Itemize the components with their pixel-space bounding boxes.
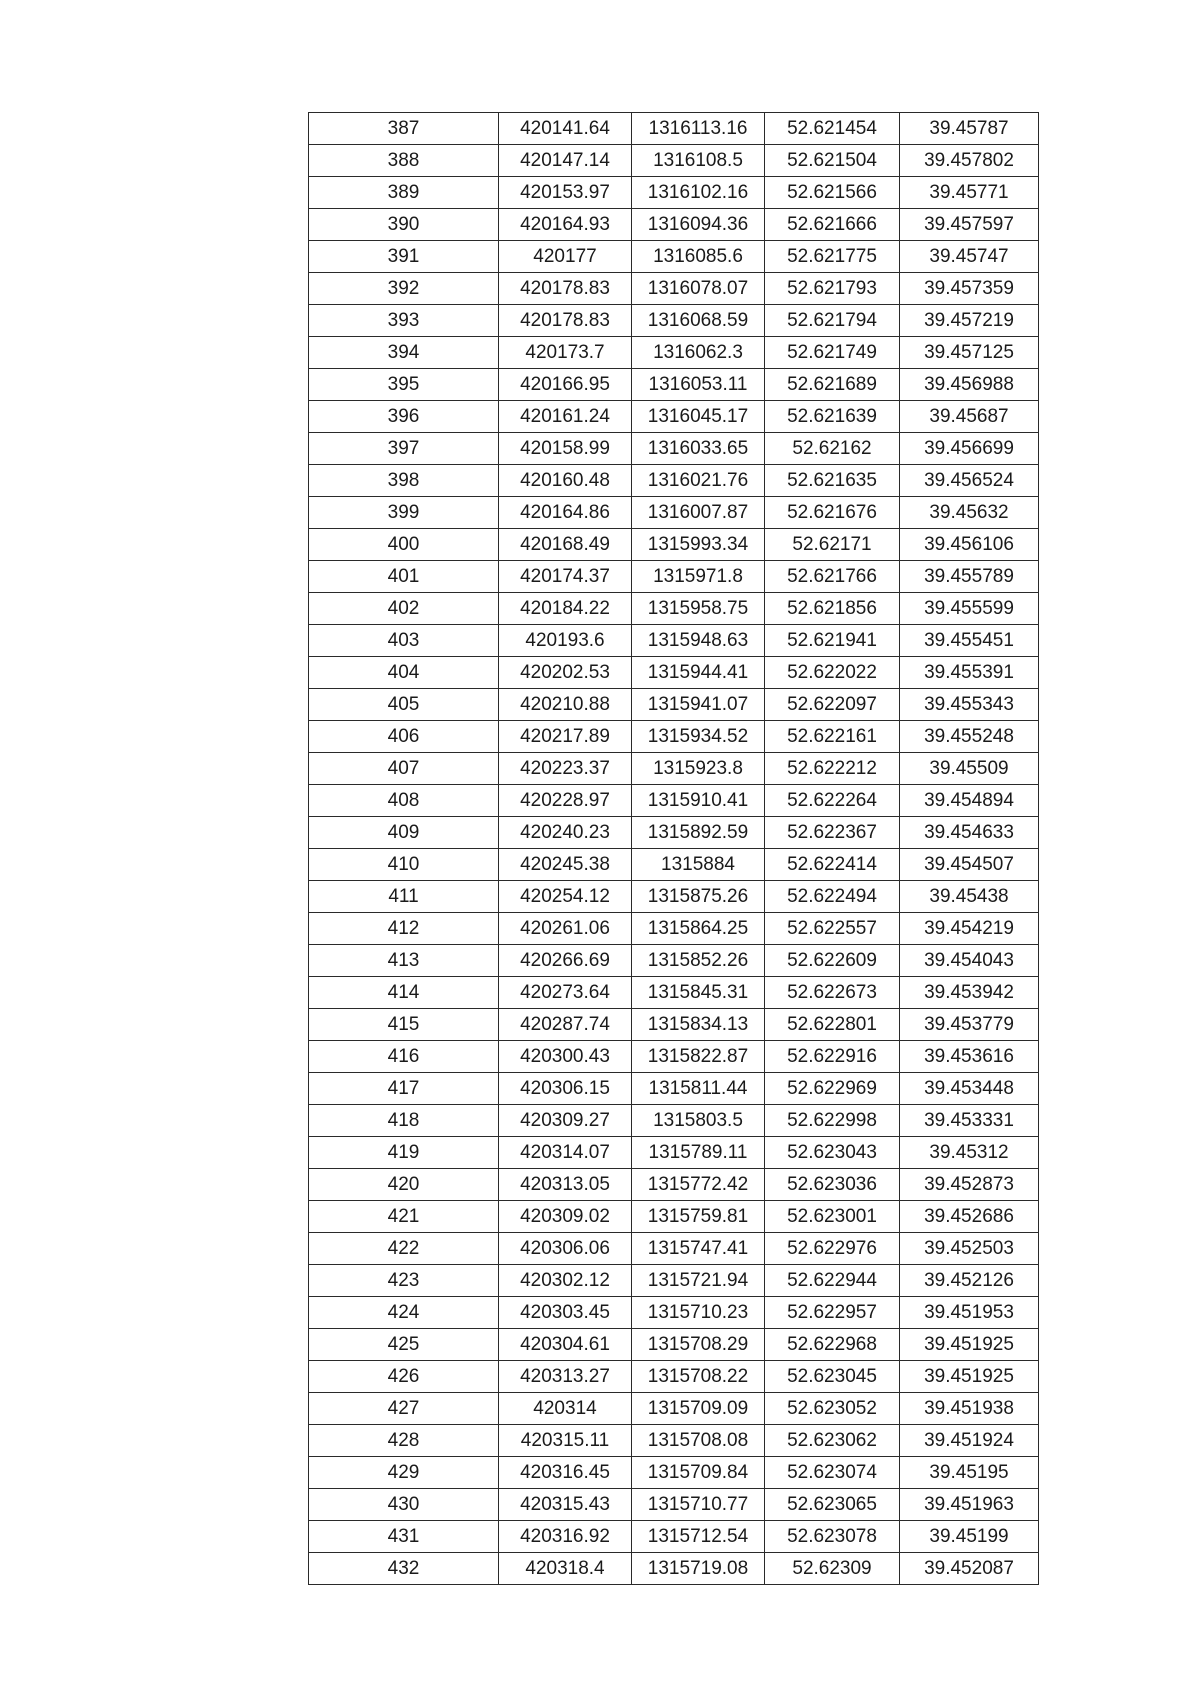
y-coordinate-cell: 1315710.23 bbox=[632, 1297, 765, 1329]
y-coordinate-cell: 1315944.41 bbox=[632, 657, 765, 689]
x-coordinate-cell: 420177 bbox=[499, 241, 632, 273]
table-row bbox=[309, 1041, 1039, 1073]
x-coordinate-cell: 420314 bbox=[499, 1393, 632, 1425]
y-coordinate-cell: 1315822.87 bbox=[632, 1041, 765, 1073]
x-coordinate-cell: 420287.74 bbox=[499, 1009, 632, 1041]
longitude-cell: 39.452126 bbox=[900, 1265, 1039, 1297]
y-coordinate-cell: 1316102.16 bbox=[632, 177, 765, 209]
y-coordinate-cell: 1316108.5 bbox=[632, 145, 765, 177]
point-number-cell: 429 bbox=[309, 1457, 499, 1489]
longitude-cell: 39.453616 bbox=[900, 1041, 1039, 1073]
y-coordinate-cell: 1316021.76 bbox=[632, 465, 765, 497]
point-number-cell: 400 bbox=[309, 529, 499, 561]
point-number-cell: 404 bbox=[309, 657, 499, 689]
latitude-cell: 52.621793 bbox=[765, 273, 900, 305]
x-coordinate-cell: 420141.64 bbox=[499, 113, 632, 145]
table-row bbox=[309, 401, 1039, 433]
y-coordinate-cell: 1315934.52 bbox=[632, 721, 765, 753]
y-coordinate-cell: 1315708.29 bbox=[632, 1329, 765, 1361]
y-coordinate-cell: 1315710.77 bbox=[632, 1489, 765, 1521]
table-row bbox=[309, 977, 1039, 1009]
longitude-cell: 39.452503 bbox=[900, 1233, 1039, 1265]
latitude-cell: 52.622801 bbox=[765, 1009, 900, 1041]
x-coordinate-cell: 420315.11 bbox=[499, 1425, 632, 1457]
x-coordinate-cell: 420309.02 bbox=[499, 1201, 632, 1233]
latitude-cell: 52.621666 bbox=[765, 209, 900, 241]
y-coordinate-cell: 1315993.34 bbox=[632, 529, 765, 561]
latitude-cell: 52.622957 bbox=[765, 1297, 900, 1329]
latitude-cell: 52.621856 bbox=[765, 593, 900, 625]
x-coordinate-cell: 420158.99 bbox=[499, 433, 632, 465]
latitude-cell: 52.621566 bbox=[765, 177, 900, 209]
table-row bbox=[309, 209, 1039, 241]
x-coordinate-cell: 420210.88 bbox=[499, 689, 632, 721]
y-coordinate-cell: 1315759.81 bbox=[632, 1201, 765, 1233]
x-coordinate-cell: 420160.48 bbox=[499, 465, 632, 497]
y-coordinate-cell: 1315923.8 bbox=[632, 753, 765, 785]
longitude-cell: 39.455248 bbox=[900, 721, 1039, 753]
longitude-cell: 39.455343 bbox=[900, 689, 1039, 721]
longitude-cell: 39.457597 bbox=[900, 209, 1039, 241]
table-row bbox=[309, 113, 1039, 145]
point-number-cell: 410 bbox=[309, 849, 499, 881]
table-row bbox=[309, 1137, 1039, 1169]
point-number-cell: 406 bbox=[309, 721, 499, 753]
table-row bbox=[309, 1489, 1039, 1521]
latitude-cell: 52.622212 bbox=[765, 753, 900, 785]
point-number-cell: 402 bbox=[309, 593, 499, 625]
x-coordinate-cell: 420164.93 bbox=[499, 209, 632, 241]
table-row bbox=[309, 145, 1039, 177]
point-number-cell: 432 bbox=[309, 1553, 499, 1585]
point-number-cell: 427 bbox=[309, 1393, 499, 1425]
table-row bbox=[309, 881, 1039, 913]
point-number-cell: 423 bbox=[309, 1265, 499, 1297]
longitude-cell: 39.451963 bbox=[900, 1489, 1039, 1521]
latitude-cell: 52.622998 bbox=[765, 1105, 900, 1137]
x-coordinate-cell: 420173.7 bbox=[499, 337, 632, 369]
longitude-cell: 39.456988 bbox=[900, 369, 1039, 401]
table-row bbox=[309, 1425, 1039, 1457]
latitude-cell: 52.622557 bbox=[765, 913, 900, 945]
x-coordinate-cell: 420202.53 bbox=[499, 657, 632, 689]
y-coordinate-cell: 1315803.5 bbox=[632, 1105, 765, 1137]
latitude-cell: 52.623062 bbox=[765, 1425, 900, 1457]
table-row bbox=[309, 593, 1039, 625]
point-number-cell: 420 bbox=[309, 1169, 499, 1201]
latitude-cell: 52.622264 bbox=[765, 785, 900, 817]
point-number-cell: 411 bbox=[309, 881, 499, 913]
table-row bbox=[309, 1361, 1039, 1393]
point-number-cell: 405 bbox=[309, 689, 499, 721]
latitude-cell: 52.621504 bbox=[765, 145, 900, 177]
point-number-cell: 408 bbox=[309, 785, 499, 817]
y-coordinate-cell: 1315789.11 bbox=[632, 1137, 765, 1169]
x-coordinate-cell: 420315.43 bbox=[499, 1489, 632, 1521]
point-number-cell: 424 bbox=[309, 1297, 499, 1329]
point-number-cell: 413 bbox=[309, 945, 499, 977]
latitude-cell: 52.622609 bbox=[765, 945, 900, 977]
table-row bbox=[309, 561, 1039, 593]
y-coordinate-cell: 1315910.41 bbox=[632, 785, 765, 817]
latitude-cell: 52.623043 bbox=[765, 1137, 900, 1169]
y-coordinate-cell: 1315941.07 bbox=[632, 689, 765, 721]
latitude-cell: 52.623001 bbox=[765, 1201, 900, 1233]
table-row bbox=[309, 657, 1039, 689]
coordinates-table bbox=[308, 112, 1039, 1585]
x-coordinate-cell: 420300.43 bbox=[499, 1041, 632, 1073]
longitude-cell: 39.45687 bbox=[900, 401, 1039, 433]
point-number-cell: 418 bbox=[309, 1105, 499, 1137]
y-coordinate-cell: 1315772.42 bbox=[632, 1169, 765, 1201]
y-coordinate-cell: 1316078.07 bbox=[632, 273, 765, 305]
table-row bbox=[309, 1393, 1039, 1425]
y-coordinate-cell: 1316113.16 bbox=[632, 113, 765, 145]
longitude-cell: 39.451925 bbox=[900, 1361, 1039, 1393]
x-coordinate-cell: 420223.37 bbox=[499, 753, 632, 785]
x-coordinate-cell: 420240.23 bbox=[499, 817, 632, 849]
longitude-cell: 39.45438 bbox=[900, 881, 1039, 913]
x-coordinate-cell: 420306.06 bbox=[499, 1233, 632, 1265]
latitude-cell: 52.622494 bbox=[765, 881, 900, 913]
point-number-cell: 396 bbox=[309, 401, 499, 433]
longitude-cell: 39.454633 bbox=[900, 817, 1039, 849]
x-coordinate-cell: 420254.12 bbox=[499, 881, 632, 913]
y-coordinate-cell: 1315708.22 bbox=[632, 1361, 765, 1393]
table-row bbox=[309, 1457, 1039, 1489]
point-number-cell: 390 bbox=[309, 209, 499, 241]
x-coordinate-cell: 420302.12 bbox=[499, 1265, 632, 1297]
longitude-cell: 39.451925 bbox=[900, 1329, 1039, 1361]
latitude-cell: 52.621794 bbox=[765, 305, 900, 337]
longitude-cell: 39.45195 bbox=[900, 1457, 1039, 1489]
table-row bbox=[309, 1265, 1039, 1297]
longitude-cell: 39.45199 bbox=[900, 1521, 1039, 1553]
point-number-cell: 399 bbox=[309, 497, 499, 529]
point-number-cell: 393 bbox=[309, 305, 499, 337]
longitude-cell: 39.454219 bbox=[900, 913, 1039, 945]
y-coordinate-cell: 1315875.26 bbox=[632, 881, 765, 913]
x-coordinate-cell: 420164.86 bbox=[499, 497, 632, 529]
point-number-cell: 416 bbox=[309, 1041, 499, 1073]
table-row bbox=[309, 273, 1039, 305]
point-number-cell: 419 bbox=[309, 1137, 499, 1169]
latitude-cell: 52.62309 bbox=[765, 1553, 900, 1585]
x-coordinate-cell: 420314.07 bbox=[499, 1137, 632, 1169]
latitude-cell: 52.622969 bbox=[765, 1073, 900, 1105]
longitude-cell: 39.45509 bbox=[900, 753, 1039, 785]
latitude-cell: 52.622673 bbox=[765, 977, 900, 1009]
latitude-cell: 52.621941 bbox=[765, 625, 900, 657]
point-number-cell: 387 bbox=[309, 113, 499, 145]
latitude-cell: 52.623052 bbox=[765, 1393, 900, 1425]
point-number-cell: 430 bbox=[309, 1489, 499, 1521]
x-coordinate-cell: 420273.64 bbox=[499, 977, 632, 1009]
x-coordinate-cell: 420266.69 bbox=[499, 945, 632, 977]
latitude-cell: 52.622367 bbox=[765, 817, 900, 849]
latitude-cell: 52.621639 bbox=[765, 401, 900, 433]
y-coordinate-cell: 1315958.75 bbox=[632, 593, 765, 625]
point-number-cell: 407 bbox=[309, 753, 499, 785]
table-row bbox=[309, 369, 1039, 401]
y-coordinate-cell: 1316007.87 bbox=[632, 497, 765, 529]
latitude-cell: 52.621749 bbox=[765, 337, 900, 369]
point-number-cell: 403 bbox=[309, 625, 499, 657]
latitude-cell: 52.622414 bbox=[765, 849, 900, 881]
longitude-cell: 39.457125 bbox=[900, 337, 1039, 369]
y-coordinate-cell: 1315864.25 bbox=[632, 913, 765, 945]
longitude-cell: 39.453448 bbox=[900, 1073, 1039, 1105]
x-coordinate-cell: 420228.97 bbox=[499, 785, 632, 817]
point-number-cell: 392 bbox=[309, 273, 499, 305]
y-coordinate-cell: 1315721.94 bbox=[632, 1265, 765, 1297]
table-row bbox=[309, 1297, 1039, 1329]
y-coordinate-cell: 1315709.84 bbox=[632, 1457, 765, 1489]
longitude-cell: 39.455451 bbox=[900, 625, 1039, 657]
table-row bbox=[309, 1105, 1039, 1137]
table-row bbox=[309, 721, 1039, 753]
table-row bbox=[309, 433, 1039, 465]
longitude-cell: 39.45747 bbox=[900, 241, 1039, 273]
table-row bbox=[309, 785, 1039, 817]
x-coordinate-cell: 420174.37 bbox=[499, 561, 632, 593]
latitude-cell: 52.621775 bbox=[765, 241, 900, 273]
x-coordinate-cell: 420313.05 bbox=[499, 1169, 632, 1201]
longitude-cell: 39.45632 bbox=[900, 497, 1039, 529]
y-coordinate-cell: 1315884 bbox=[632, 849, 765, 881]
latitude-cell: 52.622976 bbox=[765, 1233, 900, 1265]
table-row bbox=[309, 1329, 1039, 1361]
longitude-cell: 39.452087 bbox=[900, 1553, 1039, 1585]
table-row bbox=[309, 465, 1039, 497]
point-number-cell: 422 bbox=[309, 1233, 499, 1265]
latitude-cell: 52.623065 bbox=[765, 1489, 900, 1521]
longitude-cell: 39.452686 bbox=[900, 1201, 1039, 1233]
table-row bbox=[309, 689, 1039, 721]
y-coordinate-cell: 1315712.54 bbox=[632, 1521, 765, 1553]
table-row bbox=[309, 497, 1039, 529]
x-coordinate-cell: 420161.24 bbox=[499, 401, 632, 433]
longitude-cell: 39.457219 bbox=[900, 305, 1039, 337]
table-row bbox=[309, 1009, 1039, 1041]
longitude-cell: 39.451953 bbox=[900, 1297, 1039, 1329]
latitude-cell: 52.622097 bbox=[765, 689, 900, 721]
table-row bbox=[309, 945, 1039, 977]
table-row bbox=[309, 753, 1039, 785]
x-coordinate-cell: 420178.83 bbox=[499, 273, 632, 305]
latitude-cell: 52.621676 bbox=[765, 497, 900, 529]
point-number-cell: 415 bbox=[309, 1009, 499, 1041]
y-coordinate-cell: 1315747.41 bbox=[632, 1233, 765, 1265]
longitude-cell: 39.456524 bbox=[900, 465, 1039, 497]
longitude-cell: 39.456106 bbox=[900, 529, 1039, 561]
point-number-cell: 388 bbox=[309, 145, 499, 177]
latitude-cell: 52.622022 bbox=[765, 657, 900, 689]
longitude-cell: 39.453779 bbox=[900, 1009, 1039, 1041]
point-number-cell: 426 bbox=[309, 1361, 499, 1393]
point-number-cell: 421 bbox=[309, 1201, 499, 1233]
y-coordinate-cell: 1315709.09 bbox=[632, 1393, 765, 1425]
table-row bbox=[309, 1233, 1039, 1265]
y-coordinate-cell: 1316045.17 bbox=[632, 401, 765, 433]
x-coordinate-cell: 420217.89 bbox=[499, 721, 632, 753]
table-row bbox=[309, 1201, 1039, 1233]
point-number-cell: 425 bbox=[309, 1329, 499, 1361]
point-number-cell: 395 bbox=[309, 369, 499, 401]
longitude-cell: 39.45312 bbox=[900, 1137, 1039, 1169]
latitude-cell: 52.622916 bbox=[765, 1041, 900, 1073]
table-row bbox=[309, 177, 1039, 209]
y-coordinate-cell: 1315708.08 bbox=[632, 1425, 765, 1457]
latitude-cell: 52.623078 bbox=[765, 1521, 900, 1553]
y-coordinate-cell: 1316094.36 bbox=[632, 209, 765, 241]
y-coordinate-cell: 1316062.3 bbox=[632, 337, 765, 369]
longitude-cell: 39.45771 bbox=[900, 177, 1039, 209]
latitude-cell: 52.621635 bbox=[765, 465, 900, 497]
table-row bbox=[309, 305, 1039, 337]
x-coordinate-cell: 420318.4 bbox=[499, 1553, 632, 1585]
latitude-cell: 52.62162 bbox=[765, 433, 900, 465]
y-coordinate-cell: 1315834.13 bbox=[632, 1009, 765, 1041]
point-number-cell: 398 bbox=[309, 465, 499, 497]
point-number-cell: 391 bbox=[309, 241, 499, 273]
y-coordinate-cell: 1316085.6 bbox=[632, 241, 765, 273]
table-row bbox=[309, 625, 1039, 657]
longitude-cell: 39.452873 bbox=[900, 1169, 1039, 1201]
x-coordinate-cell: 420168.49 bbox=[499, 529, 632, 561]
x-coordinate-cell: 420184.22 bbox=[499, 593, 632, 625]
y-coordinate-cell: 1315811.44 bbox=[632, 1073, 765, 1105]
x-coordinate-cell: 420316.92 bbox=[499, 1521, 632, 1553]
x-coordinate-cell: 420245.38 bbox=[499, 849, 632, 881]
longitude-cell: 39.455789 bbox=[900, 561, 1039, 593]
y-coordinate-cell: 1315719.08 bbox=[632, 1553, 765, 1585]
table-row bbox=[309, 1521, 1039, 1553]
x-coordinate-cell: 420304.61 bbox=[499, 1329, 632, 1361]
point-number-cell: 414 bbox=[309, 977, 499, 1009]
latitude-cell: 52.621454 bbox=[765, 113, 900, 145]
y-coordinate-cell: 1316068.59 bbox=[632, 305, 765, 337]
y-coordinate-cell: 1315971.8 bbox=[632, 561, 765, 593]
table-row bbox=[309, 337, 1039, 369]
x-coordinate-cell: 420166.95 bbox=[499, 369, 632, 401]
x-coordinate-cell: 420147.14 bbox=[499, 145, 632, 177]
y-coordinate-cell: 1316053.11 bbox=[632, 369, 765, 401]
latitude-cell: 52.623045 bbox=[765, 1361, 900, 1393]
longitude-cell: 39.454507 bbox=[900, 849, 1039, 881]
table-row bbox=[309, 913, 1039, 945]
latitude-cell: 52.621766 bbox=[765, 561, 900, 593]
y-coordinate-cell: 1316033.65 bbox=[632, 433, 765, 465]
x-coordinate-cell: 420153.97 bbox=[499, 177, 632, 209]
latitude-cell: 52.622161 bbox=[765, 721, 900, 753]
longitude-cell: 39.453942 bbox=[900, 977, 1039, 1009]
y-coordinate-cell: 1315852.26 bbox=[632, 945, 765, 977]
longitude-cell: 39.453331 bbox=[900, 1105, 1039, 1137]
latitude-cell: 52.623074 bbox=[765, 1457, 900, 1489]
coordinates-table-body bbox=[309, 113, 1039, 1585]
table-row bbox=[309, 817, 1039, 849]
y-coordinate-cell: 1315948.63 bbox=[632, 625, 765, 657]
longitude-cell: 39.454894 bbox=[900, 785, 1039, 817]
x-coordinate-cell: 420261.06 bbox=[499, 913, 632, 945]
latitude-cell: 52.622944 bbox=[765, 1265, 900, 1297]
table-row bbox=[309, 241, 1039, 273]
table-row bbox=[309, 1169, 1039, 1201]
y-coordinate-cell: 1315845.31 bbox=[632, 977, 765, 1009]
x-coordinate-cell: 420178.83 bbox=[499, 305, 632, 337]
point-number-cell: 417 bbox=[309, 1073, 499, 1105]
point-number-cell: 401 bbox=[309, 561, 499, 593]
longitude-cell: 39.456699 bbox=[900, 433, 1039, 465]
longitude-cell: 39.457802 bbox=[900, 145, 1039, 177]
x-coordinate-cell: 420193.6 bbox=[499, 625, 632, 657]
longitude-cell: 39.454043 bbox=[900, 945, 1039, 977]
latitude-cell: 52.622968 bbox=[765, 1329, 900, 1361]
longitude-cell: 39.45787 bbox=[900, 113, 1039, 145]
latitude-cell: 52.623036 bbox=[765, 1169, 900, 1201]
longitude-cell: 39.455391 bbox=[900, 657, 1039, 689]
longitude-cell: 39.451924 bbox=[900, 1425, 1039, 1457]
longitude-cell: 39.451938 bbox=[900, 1393, 1039, 1425]
x-coordinate-cell: 420309.27 bbox=[499, 1105, 632, 1137]
point-number-cell: 412 bbox=[309, 913, 499, 945]
table-row bbox=[309, 849, 1039, 881]
longitude-cell: 39.455599 bbox=[900, 593, 1039, 625]
table-row bbox=[309, 529, 1039, 561]
point-number-cell: 394 bbox=[309, 337, 499, 369]
latitude-cell: 52.62171 bbox=[765, 529, 900, 561]
point-number-cell: 389 bbox=[309, 177, 499, 209]
x-coordinate-cell: 420313.27 bbox=[499, 1361, 632, 1393]
point-number-cell: 428 bbox=[309, 1425, 499, 1457]
point-number-cell: 431 bbox=[309, 1521, 499, 1553]
x-coordinate-cell: 420306.15 bbox=[499, 1073, 632, 1105]
y-coordinate-cell: 1315892.59 bbox=[632, 817, 765, 849]
table-row bbox=[309, 1073, 1039, 1105]
x-coordinate-cell: 420316.45 bbox=[499, 1457, 632, 1489]
point-number-cell: 397 bbox=[309, 433, 499, 465]
table-row bbox=[309, 1553, 1039, 1585]
latitude-cell: 52.621689 bbox=[765, 369, 900, 401]
longitude-cell: 39.457359 bbox=[900, 273, 1039, 305]
point-number-cell: 409 bbox=[309, 817, 499, 849]
x-coordinate-cell: 420303.45 bbox=[499, 1297, 632, 1329]
